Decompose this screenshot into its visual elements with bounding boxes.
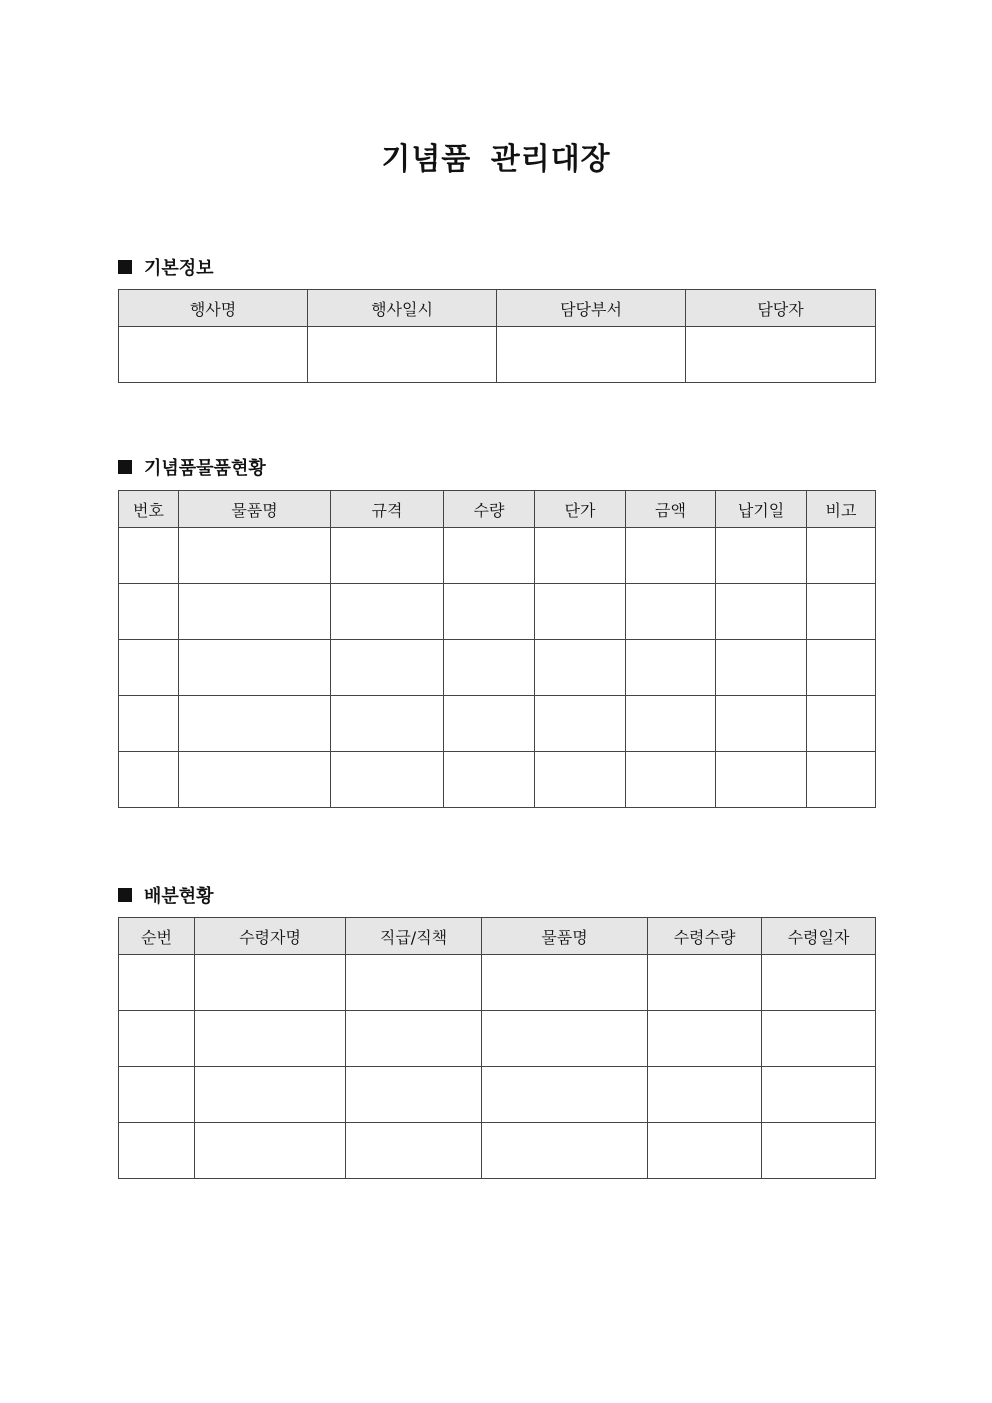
square-bullet-icon [118,460,132,474]
table-cell[interactable] [119,640,179,696]
table-cell[interactable] [119,1067,195,1123]
table-cell[interactable] [716,640,807,696]
table-cell[interactable] [762,955,876,1011]
table-cell[interactable] [807,640,876,696]
items-table [118,490,876,808]
table-cell[interactable] [482,1123,648,1179]
table-cell[interactable] [716,584,807,640]
table-cell[interactable] [346,1067,482,1123]
square-bullet-icon [118,260,132,274]
table-cell[interactable] [716,696,807,752]
table-cell[interactable] [346,1123,482,1179]
table-cell[interactable] [444,640,535,696]
header-cell: 직급/직책 [346,918,482,955]
table-cell[interactable] [444,584,535,640]
header-cell: 단가 [535,491,626,528]
table-cell[interactable] [497,327,686,383]
table-header-row [119,491,876,528]
table-cell[interactable] [762,1067,876,1123]
table-cell[interactable] [626,696,716,752]
table-cell[interactable] [331,528,444,584]
table-cell[interactable] [626,752,716,808]
header-cell: 수량 [444,491,535,528]
table-row [119,1011,876,1067]
table-cell[interactable] [535,752,626,808]
section-heading-basic [118,254,214,280]
table-row [119,1067,876,1123]
table-cell[interactable] [195,1067,346,1123]
table-cell[interactable] [331,584,444,640]
section-heading-distribution [118,882,214,908]
table-cell[interactable] [648,1123,762,1179]
table-cell[interactable] [179,640,331,696]
header-cell: 수령자명 [195,918,346,955]
header-cell: 담당부서 [497,290,686,327]
header-cell: 납기일 [716,491,807,528]
table-cell[interactable] [444,528,535,584]
table-row [119,327,876,383]
table-header-row [119,290,876,327]
table-cell[interactable] [626,584,716,640]
table-cell[interactable] [331,640,444,696]
table-cell[interactable] [331,752,444,808]
table-cell[interactable] [331,696,444,752]
table-cell[interactable] [686,327,876,383]
table-cell[interactable] [648,955,762,1011]
table-row [119,955,876,1011]
header-cell: 물품명 [482,918,648,955]
table-row [119,528,876,584]
table-cell[interactable] [444,696,535,752]
table-cell[interactable] [648,1011,762,1067]
table-cell[interactable] [626,528,716,584]
header-cell: 수령일자 [762,918,876,955]
table-cell[interactable] [308,327,497,383]
table-cell[interactable] [807,752,876,808]
table-row [119,696,876,752]
table-row [119,752,876,808]
table-cell[interactable] [807,696,876,752]
header-cell: 순번 [119,918,195,955]
table-cell[interactable] [807,528,876,584]
header-cell: 물품명 [179,491,331,528]
distribution-table [118,917,876,1179]
table-cell[interactable] [179,696,331,752]
table-cell[interactable] [179,528,331,584]
table-cell[interactable] [762,1123,876,1179]
table-cell[interactable] [482,1067,648,1123]
table-cell[interactable] [482,955,648,1011]
table-cell[interactable] [119,528,179,584]
section-heading-distribution-label: 배분현황 [144,886,214,907]
table-cell[interactable] [648,1067,762,1123]
header-cell: 금액 [626,491,716,528]
table-cell[interactable] [179,752,331,808]
header-cell: 번호 [119,491,179,528]
header-cell: 비고 [807,491,876,528]
table-row [119,584,876,640]
table-cell[interactable] [626,640,716,696]
table-cell[interactable] [119,1011,195,1067]
section-heading-items-label: 기념품물품현황 [144,458,266,479]
header-cell: 담당자 [686,290,876,327]
table-cell[interactable] [482,1011,648,1067]
header-cell: 수령수량 [648,918,762,955]
table-cell[interactable] [535,528,626,584]
table-cell[interactable] [195,1123,346,1179]
section-heading-items [118,454,266,480]
basic-info-table [118,289,876,383]
table-header-row [119,918,876,955]
table-cell[interactable] [346,1011,482,1067]
table-cell[interactable] [762,1011,876,1067]
table-cell[interactable] [119,955,195,1011]
table-cell[interactable] [119,696,179,752]
table-cell[interactable] [179,584,331,640]
table-cell[interactable] [535,696,626,752]
table-cell[interactable] [195,955,346,1011]
table-cell[interactable] [716,752,807,808]
table-cell[interactable] [119,752,179,808]
table-cell[interactable] [535,640,626,696]
table-cell[interactable] [807,584,876,640]
table-cell[interactable] [346,955,482,1011]
page-title: 기념품 관리대장 [381,142,611,177]
table-cell[interactable] [119,1123,195,1179]
header-cell: 행사일시 [308,290,497,327]
header-cell: 규격 [331,491,444,528]
table-cell[interactable] [716,528,807,584]
table-cell[interactable] [444,752,535,808]
section-heading-basic-label: 기본정보 [144,258,214,279]
table-cell[interactable] [535,584,626,640]
table-cell[interactable] [119,584,179,640]
table-row [119,1123,876,1179]
table-cell[interactable] [119,327,308,383]
square-bullet-icon [118,888,132,902]
table-row [119,640,876,696]
header-cell: 행사명 [119,290,308,327]
table-cell[interactable] [195,1011,346,1067]
